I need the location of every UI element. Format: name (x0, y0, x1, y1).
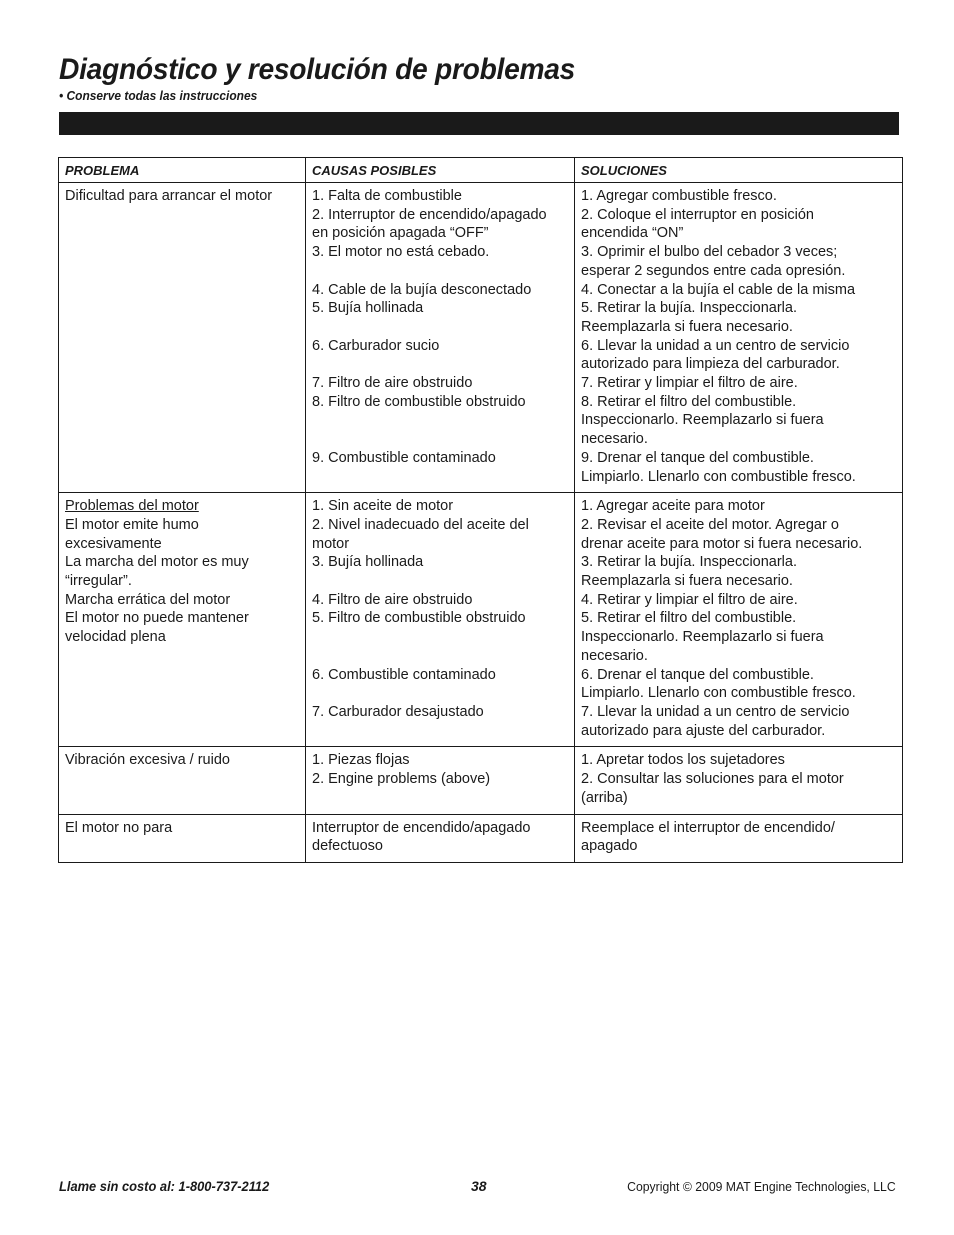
cell-line: Limpiarlo. Llenarlo con combustible fresco. (581, 685, 856, 702)
cell-line: “irregular”. (65, 573, 132, 590)
cell-line: 5. Retirar el filtro del combustible. (581, 610, 797, 627)
cell-line: Inspeccionarlo. Reemplazarlo si fuera (581, 412, 824, 429)
header-causas-posibles: CAUSAS POSIBLES (306, 158, 575, 183)
cell-line: defectuoso (312, 838, 383, 855)
cell-line: apagado (581, 838, 638, 855)
troubleshooting-table (58, 157, 903, 863)
table-row (59, 183, 903, 493)
cell-line: 2. Engine problems (above) (312, 771, 491, 788)
cell-line: 2. Interruptor de encendido/apagado (312, 206, 547, 223)
cell-line: 6. Llevar la unidad a un centro de servicio (581, 337, 850, 354)
cell-line: esperar 2 segundos entre cada opresión. (581, 262, 846, 279)
cell-line: 9. Combustible contaminado (312, 449, 496, 466)
cell-line: autorizado para limpieza del carburador. (581, 356, 840, 373)
table-row (59, 814, 903, 862)
cell-solutions (575, 183, 903, 493)
cell-line: 3. Bujía hollinada (312, 554, 424, 571)
cell-problem (59, 814, 306, 862)
cell-line: 3. Retirar la bujía. Inspeccionarla. (581, 554, 797, 571)
cell-solutions (575, 493, 903, 747)
cell-line: necesario. (581, 647, 648, 664)
page-subtitle: • Conserve todas las instrucciones (59, 88, 258, 103)
page-number: 38 (471, 1178, 487, 1194)
cell-line: Reemplace el interruptor de encendido/ (581, 819, 835, 836)
cell-line: 3. El motor no está cebado. (312, 244, 490, 261)
cell-line: 5. Filtro de combustible obstruido (312, 610, 526, 627)
blank-line (312, 430, 568, 449)
cell-line: drenar aceite para motor si fuera necesario. (581, 535, 863, 552)
cell-line: 3. Oprimir el bulbo del cebador 3 veces; (581, 244, 838, 261)
header-problema: PROBLEMA (59, 158, 306, 183)
cell-solutions (575, 747, 903, 814)
cell-line: 7. Retirar y limpiar el filtro de aire. (581, 375, 798, 392)
cell-problem (59, 747, 306, 814)
cell-line: Interruptor de encendido/apagado (312, 819, 531, 836)
blank-line (312, 318, 568, 337)
cell-line: 9. Drenar el tanque del combustible. (581, 449, 814, 466)
cell-line: necesario. (581, 431, 648, 448)
cell-causes (306, 747, 575, 814)
cell-line: motor (312, 535, 350, 552)
cell-solutions (575, 814, 903, 862)
blank-line (312, 647, 568, 666)
cell-line: 4. Cable de la bujía desconectado (312, 281, 532, 298)
blank-line (312, 572, 568, 591)
cell-line: Limpiarlo. Llenarlo con combustible fresco. (581, 468, 856, 485)
cell-line: encendida “ON” (581, 225, 684, 242)
blank-line (312, 355, 568, 374)
cell-line: El motor emite humo (65, 516, 199, 533)
table-body (59, 183, 903, 863)
table-row (59, 493, 903, 747)
cell-line: El motor no para (65, 819, 173, 836)
cell-problem (59, 183, 306, 493)
cell-line: 2. Consultar las soluciones para el motor (581, 771, 844, 788)
cell-line: 4. Filtro de aire obstruido (312, 591, 473, 608)
cell-line: 7. Filtro de aire obstruido (312, 374, 473, 391)
cell-line: en posición apagada “OFF” (312, 225, 489, 242)
blank-line (312, 262, 568, 281)
cell-line: 1. Falta de combustible (312, 188, 462, 204)
cell-line: velocidad plena (65, 629, 166, 646)
cell-line: autorizado para ajuste del carburador. (581, 722, 826, 739)
cell-line: 5. Bujía hollinada (312, 300, 424, 317)
cell-line: 7. Carburador desajustado (312, 703, 484, 720)
page-title: Diagnóstico y resolución de problemas (59, 53, 576, 86)
footer-copyright: Copyright © 2009 MAT Engine Technologies, LLC (627, 1179, 896, 1194)
table-header-row (59, 158, 903, 183)
header-soluciones: SOLUCIONES (575, 158, 903, 183)
cell-line: 1. Apretar todos los sujetadores (581, 752, 785, 769)
cell-line: 8. Filtro de combustible obstruido (312, 393, 526, 410)
cell-line: 4. Conectar a la bujía el cable de la misma (581, 281, 856, 298)
cell-line: Reemplazarla si fuera necesario. (581, 318, 793, 335)
cell-line: excesivamente (65, 535, 162, 552)
cell-causes (306, 183, 575, 493)
cell-line: 5. Retirar la bujía. Inspeccionarla. (581, 300, 797, 317)
cell-line: 7. Llevar la unidad a un centro de servicio (581, 703, 850, 720)
cell-line: Marcha errática del motor (65, 591, 231, 608)
cell-causes (306, 493, 575, 747)
cell-line: 2. Coloque el interruptor en posición (581, 206, 814, 223)
cell-line: 4. Retirar y limpiar el filtro de aire. (581, 591, 798, 608)
cell-line: 1. Piezas flojas (312, 752, 410, 769)
cell-problem (59, 493, 306, 747)
cell-line: 1. Agregar aceite para motor (581, 498, 765, 515)
footer-phone: Llame sin costo al: 1-800-737-2112 (59, 1178, 270, 1194)
cell-line: (arriba) (581, 789, 628, 806)
cell-line: 6. Drenar el tanque del combustible. (581, 666, 814, 683)
cell-line: La marcha del motor es muy (65, 554, 249, 571)
cell-line: 6. Carburador sucio (312, 337, 440, 354)
table-row (59, 747, 903, 814)
cell-line: Reemplazarla si fuera necesario. (581, 573, 793, 590)
cell-causes (306, 814, 575, 862)
cell-line: El motor no puede mantener (65, 610, 249, 627)
cell-line: Dificultad para arrancar el motor (65, 188, 273, 204)
cell-line: 2. Revisar el aceite del motor. Agregar o (581, 516, 839, 533)
cell-line: 2. Nivel inadecuado del aceite del (312, 516, 529, 533)
blank-line (312, 628, 568, 647)
cell-line: Inspeccionarlo. Reemplazarlo si fuera (581, 629, 824, 646)
cell-line: 8. Retirar el filtro del combustible. (581, 393, 797, 410)
cell-line: Problemas del motor (65, 498, 199, 515)
cell-line: 6. Combustible contaminado (312, 666, 496, 683)
blank-line (312, 411, 568, 430)
cell-line: 1. Sin aceite de motor (312, 498, 454, 515)
cell-line: Vibración excesiva / ruido (65, 752, 230, 769)
section-divider-bar (59, 112, 899, 135)
blank-line (312, 684, 568, 703)
cell-line: 1. Agregar combustible fresco. (581, 188, 777, 204)
